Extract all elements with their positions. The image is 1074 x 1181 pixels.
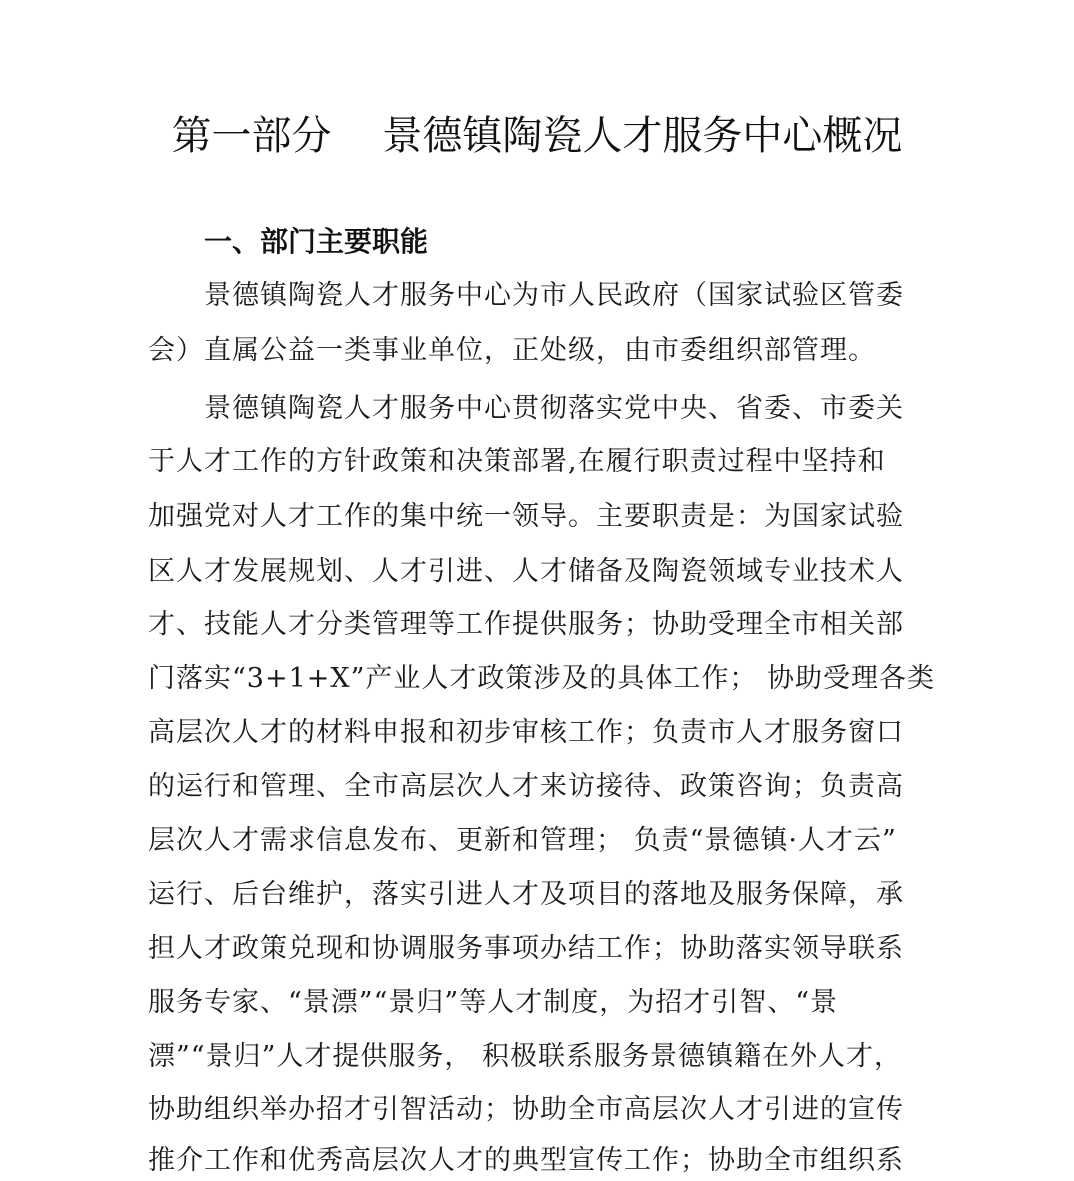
paragraph-line: 门落实“3+1+X”产业人才政策涉及的具体工作； 协助受理各类 — [148, 663, 936, 694]
paragraph-line: 担人才政策兑现和协调服务事项办结工作；协助落实领导联系 — [148, 933, 904, 964]
paragraph-line: 才、技能人才分类管理等工作提供服务；协助受理全市相关部 — [148, 609, 904, 640]
paragraph-line: 运行、后台维护，落实引进人才及项目的落地及服务保障，承 — [148, 879, 904, 910]
paragraph-line: 服务专家、“景漂”“景归”等人才制度，为招才引智、“景 — [148, 987, 839, 1018]
paragraph-line: 漂”“景归”人才提供服务， 积极联系服务景德镇籍在外人才， — [148, 1041, 902, 1072]
paragraph-line: 于人才工作的方针政策和决策部署,在履行职责过程中坚持和 — [148, 446, 886, 477]
paragraph-line: 区人才发展规划、人才引进、人才储备及陶瓷领域专业技术人 — [148, 556, 904, 587]
paragraph-line: 景德镇陶瓷人才服务中心为市人民政府（国家试验区管委 — [204, 280, 904, 311]
paragraph-line: 会）直属公益一类事业单位，正处级，由市委组织部管理。 — [148, 335, 876, 366]
paragraph-line: 推介工作和优秀高层次人才的典型宣传工作；协助全市组织系 — [148, 1145, 904, 1176]
paragraph-line: 协助组织举办招才引智活动；协助全市高层次人才引进的宣传 — [148, 1094, 904, 1125]
paragraph-line: 层次人才需求信息发布、更新和管理； 负责“景德镇·人才云” — [148, 825, 897, 856]
paragraph-line: 的运行和管理、全市高层次人才来访接待、政策咨询；负责高 — [148, 771, 904, 802]
paragraph-line: 加强党对人才工作的集中统一领导。主要职责是：为国家试验 — [148, 501, 904, 532]
page-title: 第一部分 景德镇陶瓷人才服务中心概况 — [171, 113, 903, 159]
paragraph-line: 高层次人才的材料申报和初步审核工作；负责市人才服务窗口 — [148, 717, 904, 748]
paragraph-line: 景德镇陶瓷人才服务中心贯彻落实党中央、省委、市委关 — [204, 393, 904, 424]
section-heading: 一、部门主要职能 — [204, 225, 429, 258]
